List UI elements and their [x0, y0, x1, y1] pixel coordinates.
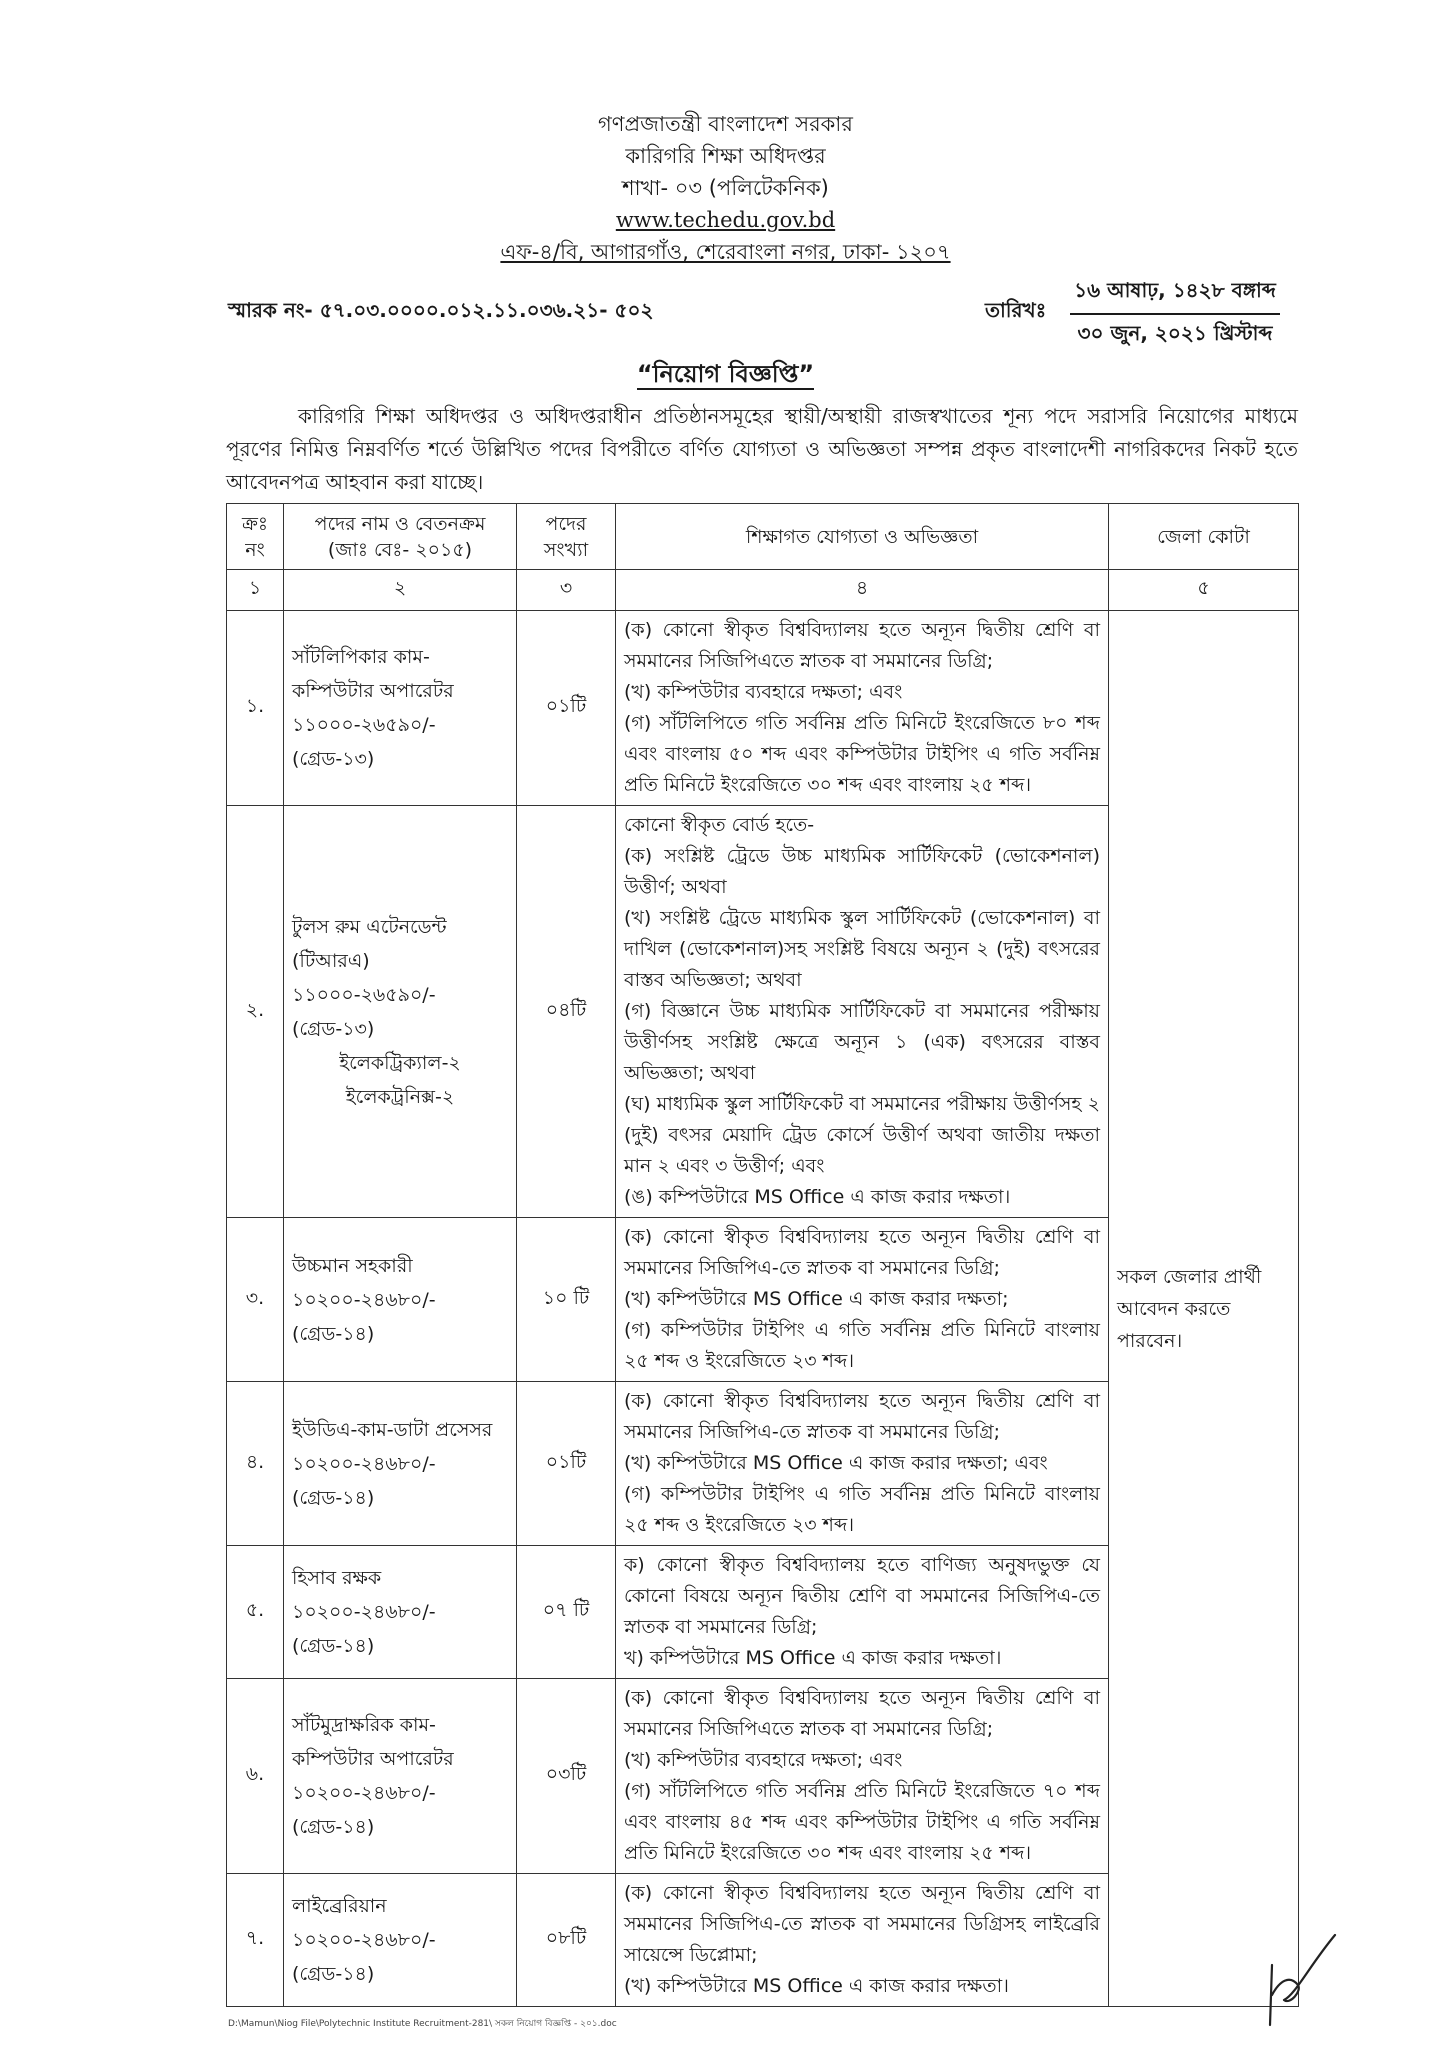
post-name-salary: উচ্চমান সহকারী ১০২০০-২৪৬৮০/- (গ্রেড-১৪): [284, 1218, 517, 1382]
header-quota: জেলা কোটা: [1109, 504, 1299, 570]
col-number: ১: [227, 570, 284, 611]
date-bangla: ১৬ আষাঢ়, ১৪২৮ বঙ্গাব্দ: [1070, 276, 1280, 315]
col-number: ৫: [1109, 570, 1299, 611]
post-name-salary: টুলস রুম এটেনডেন্ট (টিআরএ) ১১০০০-২৬৫৯০/- (গ্রেড-১৩) ইলেকট্রিক্যাল-২ ইলেকট্রনিক্স-২: [284, 806, 517, 1218]
col-number: ৩: [517, 570, 616, 611]
post-name-salary: সাঁটলিপিকার কাম-কম্পিউটার অপারেটর ১১০০০-২৬৫৯০/- (গ্রেড-১৩): [284, 611, 517, 806]
table-row: [227, 611, 1299, 806]
post-count: ০১টি: [517, 1382, 616, 1546]
row-serial: ৪.: [227, 1382, 284, 1546]
notice-title: [0, 356, 1451, 396]
district-quota: সকল জেলার প্রার্থী আবেদন করতে পারবেন।: [1109, 611, 1299, 2007]
date-gregorian: ৩০ জুন, ২০২১ খ্রিস্টাব্দ: [1077, 321, 1273, 345]
date-label: তারিখঃ: [985, 298, 1047, 322]
col-number: ৪: [616, 570, 1109, 611]
govt-name: গণপ্রজাতন্ত্রী বাংলাদেশ সরকার: [598, 112, 853, 136]
col-number: ২: [284, 570, 517, 611]
post-name-salary: হিসাব রক্ষক ১০২০০-২৪৬৮০/- (গ্রেড-১৪): [284, 1546, 517, 1679]
notice-title-text: “নিয়োগ বিজ্ঞপ্তি”: [636, 360, 815, 388]
post-count: ০১টি: [517, 611, 616, 806]
website-link[interactable]: www.techedu.gov.bd: [615, 208, 836, 232]
qualification: (ক) কোনো স্বীকৃত বিশ্ববিদ্যালয় হতে অন্যূন দ্বিতীয় শ্রেণি বা সমমানের সিজিপিএতে স্নাতক বা সমমানের ডিগ্রি; (খ) কম্পিউটার ব্যবহারে দক্ষতা; এবং (গ) সাঁটলিপিতে গতি সর্বনিম্ন প্রতি মিনিটে ইংরেজিতে ৭০ শব্দ এবং বাংলায় ৪৫ শব্দ এবং কম্পিউটার টাইপিং এ গতি সর্বনিম্ন প্রতি মিনিটে ইংরেজিতে ৩০ শব্দ এবং বাংলায় ২৫ শব্দ।: [616, 1679, 1109, 1874]
row-serial: ৭.: [227, 1874, 284, 2007]
post-name-salary: সাঁটমুদ্রাক্ষরিক কাম-কম্পিউটার অপারেটর ১০২০০-২৪৬৮০/- (গ্রেড-১৪): [284, 1679, 517, 1874]
branch-name: শাখা- ০৩ (পলিটেকনিক): [622, 176, 829, 200]
qualification: (ক) কোনো স্বীকৃত বিশ্ববিদ্যালয় হতে অন্যূন দ্বিতীয় শ্রেণি বা সমমানের সিজিপিএ-তে স্নাতক বা সমমানের ডিগ্রি; (খ) কম্পিউটারে MS Office এ কাজ করার দক্ষতা; এবং (গ) কম্পিউটার টাইপিং এ গতি সর্বনিম্ন প্রতি মিনিটে বাংলায় ২৫ শব্দ ও ইংরেজিতে ২৩ শব্দ।: [616, 1382, 1109, 1546]
header-post: পদের নাম ও বেতনক্রম (জাঃ বেঃ- ২০১৫): [284, 504, 517, 570]
letterhead: [0, 108, 1451, 268]
post-name-salary: লাইব্রেরিয়ান ১০২০০-২৪৬৮০/- (গ্রেড-১৪): [284, 1874, 517, 2007]
post-name-salary: ইউডিএ-কাম-ডাটা প্রসেসর ১০২০০-২৪৬৮০/- (গ্রেড-১৪): [284, 1382, 517, 1546]
memo-number: স্মারক নং- ৫৭.০৩.০০০০.০১২.১১.০৩৬.২১- ৫০২: [228, 298, 654, 322]
recruitment-table: [226, 503, 1299, 2007]
header-count: পদের সংখ্যা: [517, 504, 616, 570]
row-serial: ৬.: [227, 1679, 284, 1874]
signature-mark: [1250, 1925, 1340, 2030]
post-count: ০৪টি: [517, 806, 616, 1218]
row-serial: ১.: [227, 611, 284, 806]
qualification: (ক) কোনো স্বীকৃত বিশ্ববিদ্যালয় হতে অন্যূন দ্বিতীয় শ্রেণি বা সমমানের সিজিপিএতে স্নাতক বা সমমানের ডিগ্রি; (খ) কম্পিউটার ব্যবহারে দক্ষতা; এবং (গ) সাঁটলিপিতে গতি সর্বনিম্ন প্রতি মিনিটে ইংরেজিতে ৮০ শব্দ এবং বাংলায় ৫০ শব্দ এবং কম্পিউটার টাইপিং এ গতি সর্বনিম্ন প্রতি মিনিটে ইংরেজিতে ৩০ শব্দ এবং বাংলায় ২৫ শব্দ।: [616, 611, 1109, 806]
table-header-row: [227, 504, 1299, 570]
file-path-footer: D:\Mamun\Niog File\Polytechnic Institute Recruitment-281\ সকল নিয়োগ বিজ্ঞপ্তি - ২০১.doc: [228, 2019, 617, 2029]
post-count: ০৮টি: [517, 1874, 616, 2007]
post-count: ১০ টি: [517, 1218, 616, 1382]
row-serial: ৫.: [227, 1546, 284, 1679]
qualification: ক) কোনো স্বীকৃত বিশ্ববিদ্যালয় হতে বাণিজ্য অনুষদভুক্ত যে কোনো বিষয়ে অন্যূন দ্বিতীয় শ্রেণি বা সমমানের সিজিপিএ-তে স্নাতক বা সমমানের ডিগ্রি; খ) কম্পিউটারে MS Office এ কাজ করার দক্ষতা।: [616, 1546, 1109, 1679]
row-serial: ২.: [227, 806, 284, 1218]
header-serial: ক্রঃ নং: [227, 504, 284, 570]
header-qualification: শিক্ষাগত যোগ্যতা ও অভিজ্ঞতা: [616, 504, 1109, 570]
qualification: (ক) কোনো স্বীকৃত বিশ্ববিদ্যালয় হতে অন্যূন দ্বিতীয় শ্রেণি বা সমমানের সিজিপিএ-তে স্নাতক বা সমমানের ডিগ্রি; (খ) কম্পিউটারে MS Office এ কাজ করার দক্ষতা; (গ) কম্পিউটার টাইপিং এ গতি সর্বনিম্ন প্রতি মিনিটে বাংলায় ২৫ শব্দ ও ইংরেজিতে ২৩ শব্দ।: [616, 1218, 1109, 1382]
post-count: ০৩টি: [517, 1679, 616, 1874]
qualification: কোনো স্বীকৃত বোর্ড হতে- (ক) সংশ্লিষ্ট ট্রেডে উচ্চ মাধ্যমিক সার্টিফিকেট (ভোকেশনাল) উত্তীর্ণ; অথবা (খ) সংশ্লিষ্ট ট্রেডে মাধ্যমিক স্কুল সার্টিফিকেট (ভোকেশনাল) বা দাখিল (ভোকেশনাল)সহ সংশ্লিষ্ট বিষয়ে অন্যূন ২ (দুই) বৎসরের বাস্তব অভিজ্ঞতা; অথবা (গ) বিজ্ঞানে উচ্চ মাধ্যমিক সার্টিফিকেট বা সমমানের পরীক্ষায় উত্তীর্ণসহ সংশ্লিষ্ট ক্ষেত্রে অন্যূন ১ (এক) বৎসরের বাস্তব অভিজ্ঞতা; অথবা (ঘ) মাধ্যমিক স্কুল সার্টিফিকেট বা সমমানের পরীক্ষায় উত্তীর্ণসহ ২ (দুই) বৎসর মেয়াদি ট্রেড কোর্সে উত্তীর্ণ অথবা জাতীয় দক্ষতা মান ২ এবং ৩ উত্তীর্ণ; এবং (ঙ) কম্পিউটারে MS Office এ কাজ করার দক্ষতা।: [616, 806, 1109, 1218]
post-count: ০৭ টি: [517, 1546, 616, 1679]
department-name: কারিগরি শিক্ষা অধিদপ্তর: [625, 144, 826, 168]
row-serial: ৩.: [227, 1218, 284, 1382]
qualification: (ক) কোনো স্বীকৃত বিশ্ববিদ্যালয় হতে অন্যূন দ্বিতীয় শ্রেণি বা সমমানের সিজিপিএ-তে স্নাতক বা সমমানের ডিগ্রিসহ লাইব্রেরি সায়েন্সে ডিপ্লোমা; (খ) কম্পিউটারে MS Office এ কাজ করার দক্ষতা।: [616, 1874, 1109, 2007]
intro-paragraph: কারিগরি শিক্ষা অধিদপ্তর ও অধিদপ্তরাধীন প্রতিষ্ঠানসমূহের স্থায়ী/অস্থায়ী রাজস্বখাতের শূন্য পদে সরাসরি নিয়োগের মাধ্যমে পূরণের নিমিত্ত নিম্নবর্ণিত শর্তে উল্লিখিত পদের বিপরীতে বর্ণিত যোগ্যতা ও অভিজ্ঞতা সম্পন্ন প্রকৃত বাংলাদেশী নাগরিকদের নিকট হতে আবেদনপত্র আহবান করা যাচ্ছে।: [226, 404, 1298, 494]
office-address: এফ-৪/বি, আগারগাঁও, শেরেবাংলা নগর, ঢাকা- ১২০৭: [500, 240, 951, 264]
column-number-row: [227, 570, 1299, 611]
